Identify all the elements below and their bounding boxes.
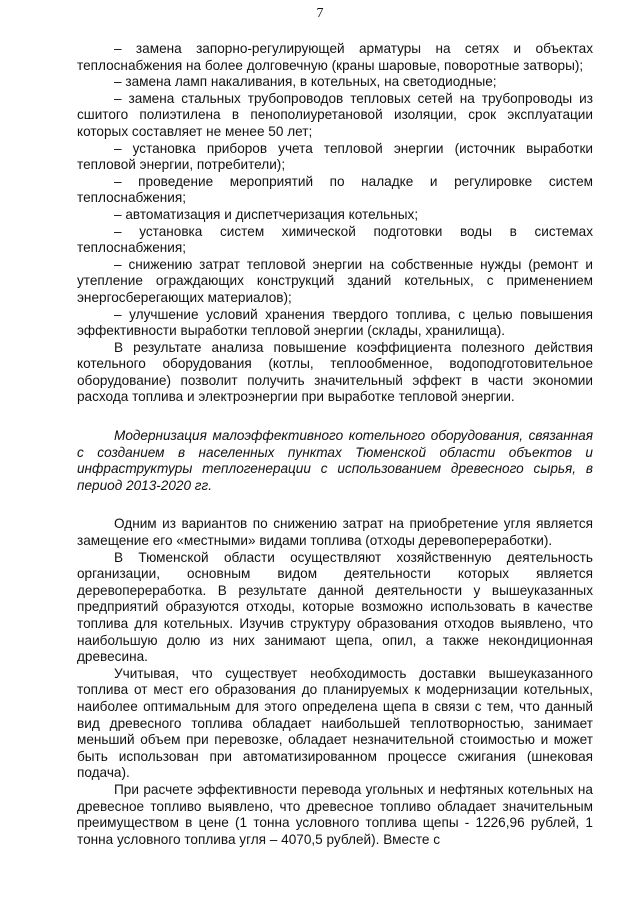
list-item: – замена запорно-регулирующей арматуры на сетях и объектах теплоснабжения на более долговечную (краны шаровые, поворотные затворы);: [77, 41, 593, 73]
body-paragraph: Учитывая, что существует необходимость доставки вышеуказанного топлива от мест его образования до планируемых к модернизации котельных, наиболее оптимальным для этого определена щепа в связи с тем, что данный вид древесного топлива обладает наибольшей теплотворностью, занимает меньший объем при перевозке, обладает незначительной стоимостью и может быть использован при автоматизированном процессе сжигания (шнековая подача).: [77, 665, 593, 781]
body-paragraph: При расчете эффективности перевода угольных и нефтяных котельных на древесное топливо выявлено, что древесное топливо обладает значительным преимуществом в цене (1 тонна условного топлива щепы - 1226,96 рублей, 1 тонна условного топлива угля – 4070,5 рублей). Вместе с: [77, 781, 593, 847]
list-item: – установка приборов учета тепловой энергии (источник выработки тепловой энергии, потребители);: [77, 140, 593, 173]
body-paragraph: Одним из вариантов по снижению затрат на приобретение угля является замещение его «местными» видами топлива (отходы деревопереработки).: [77, 516, 593, 549]
section-heading: Модернизация малоэффективного котельного оборудования, связанная с созданием в населенных пунктах Тюменской области объектов и инфраструктуры теплогенерации с использованием древесного сырья, в период 2013-2020 гг.: [77, 428, 593, 493]
list-item: – замена стальных трубопроводов тепловых сетей на трубопроводы из сшитого полиэтилена в пенополиуретановой изоляции, срок эксплуатации которых составляет не менее 50 лет;: [77, 90, 593, 139]
list-item: – замена ламп накаливания, в котельных, на светодиодные;: [114, 74, 497, 90]
page-number: 7: [316, 6, 324, 21]
list-item: – снижению затрат тепловой энергии на собственные нужды (ремонт и утепление ограждающих конструкций зданий котельных, с применением энергосберегающих материалов);: [77, 256, 593, 305]
result-paragraph: В результате анализа повышение коэффициента полезного действия котельного оборудования (котлы, теплообменное, водоподготовительное оборудование) позволит получить значительный эффект в части экономии расхода топлива и электроэнергии при выработке тепловой энергии.: [77, 339, 593, 405]
list-item: – улучшение условий хранения твердого топлива, с целью повышения эффективности выработки тепловой энергии (склады, хранилища).: [77, 306, 593, 339]
body-paragraph: В Тюменской области осуществляют хозяйственную деятельность организации, основным видом деятельности которых является деревопереработка. В результате данной деятельности у вышеуказанных предприятий образуются отходы, которые возможно использовать в качестве топлива для котельных. Изучив структуру образования отходов выявлено, что наибольшую долю из них занимают щепа, опил, а также некондиционная древесина.: [77, 549, 593, 665]
list-item: – автоматизация и диспетчеризация котельных;: [114, 206, 419, 222]
document-body: [77, 41, 593, 848]
list-item: – установка систем химической подготовки воды в системах теплоснабжения;: [77, 223, 593, 256]
list-item: – проведение мероприятий по наладке и регулировке систем теплоснабжения;: [77, 173, 593, 206]
